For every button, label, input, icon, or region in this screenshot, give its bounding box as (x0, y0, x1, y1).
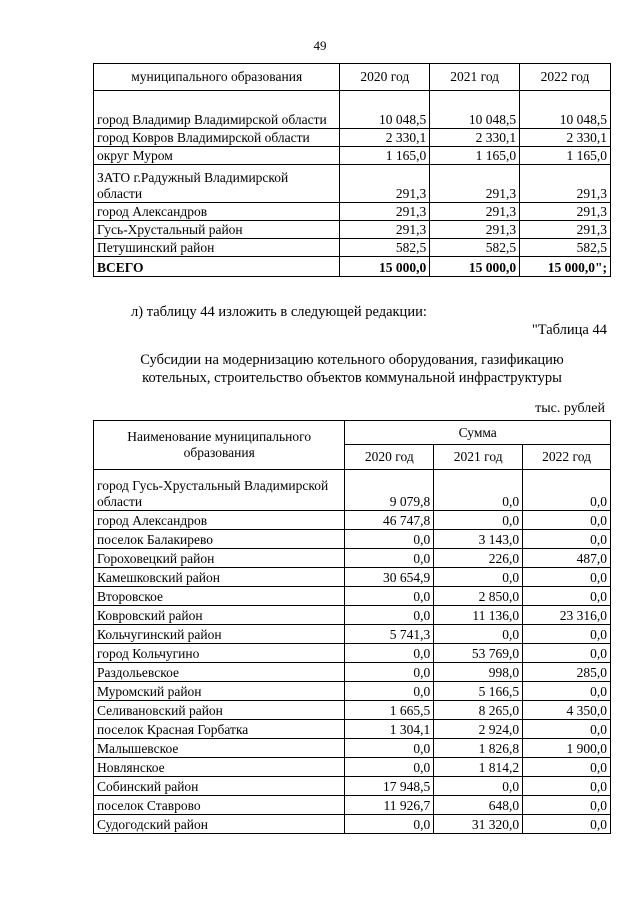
value-2022-cell: 0,0 (523, 530, 611, 549)
table-row (94, 147, 611, 165)
municipality-cell: Гусь-Хрустальный район (94, 221, 340, 239)
table-row (94, 530, 611, 549)
municipality-cell: Камешковский район (94, 568, 345, 587)
value-2020-cell: 0,0 (345, 815, 434, 834)
value-2021-cell: 0,0 (434, 568, 523, 587)
municipality-cell: ЗАТО г.Радужный Владимирской области (94, 165, 340, 203)
value-2020-cell: 0,0 (345, 530, 434, 549)
total-row (94, 257, 611, 277)
value-2022-cell: 285,0 (523, 663, 611, 682)
table-row (94, 165, 611, 203)
value-2020-cell: 291,3 (340, 203, 430, 221)
municipality-cell: поселок Балакирево (94, 530, 345, 549)
column-header-municipality: Наименование муниципального образования (94, 421, 345, 470)
column-header-sum: Сумма (345, 421, 611, 445)
value-2020-cell: 1 665,5 (345, 701, 434, 720)
value-2020-cell: 0,0 (345, 758, 434, 777)
value-2022-cell: 291,3 (520, 203, 611, 221)
value-2021-cell: 31 320,0 (434, 815, 523, 834)
value-2022-cell: 23 316,0 (523, 606, 611, 625)
table-row (94, 701, 611, 720)
value-2021-cell: 8 265,0 (434, 701, 523, 720)
table-row (94, 221, 611, 239)
table-label: "Таблица 44 (531, 322, 607, 338)
value-2021-cell: 0,0 (434, 625, 523, 644)
value-2022-cell: 0,0 (523, 470, 611, 511)
boiler-subsidy-table (93, 420, 611, 834)
value-2020-cell: 0,0 (345, 606, 434, 625)
municipality-cell: Собинский район (94, 777, 345, 796)
value-2020-cell: 0,0 (345, 587, 434, 606)
instruction-text: л) таблицу 44 изложить в следующей редакции: (131, 304, 427, 320)
value-2020-cell: 10 048,5 (340, 91, 430, 129)
table-row (94, 739, 611, 758)
municipality-cell: Муромский район (94, 682, 345, 701)
value-2022-cell: 10 048,5 (520, 91, 611, 129)
table-row (94, 129, 611, 147)
table-row (94, 777, 611, 796)
table-row (94, 682, 611, 701)
value-2020-cell: 0,0 (345, 644, 434, 663)
table-row (94, 663, 611, 682)
table-row (94, 606, 611, 625)
value-2021-cell: 0,0 (434, 511, 523, 530)
column-header-2021: 2021 год (434, 445, 523, 470)
value-2021-cell: 1 814,2 (434, 758, 523, 777)
value-2020-cell: 2 330,1 (340, 129, 430, 147)
table-header-row (94, 421, 611, 445)
value-2021-cell: 1 826,8 (434, 739, 523, 758)
table-row (94, 239, 611, 257)
municipality-cell: Раздольевское (94, 663, 345, 682)
value-2022-cell: 291,3 (520, 165, 611, 203)
value-2022-cell: 0,0 (523, 587, 611, 606)
value-2020-cell: 0,0 (345, 663, 434, 682)
value-2021-cell: 2 924,0 (434, 720, 523, 739)
municipality-cell: Селивановский район (94, 701, 345, 720)
value-2020-cell: 30 654,9 (345, 568, 434, 587)
column-header-municipality: муниципального образования (94, 64, 340, 91)
table-row (94, 796, 611, 815)
value-2020-cell: 0,0 (345, 549, 434, 568)
value-2022-cell: 0,0 (523, 568, 611, 587)
value-2020-cell: 0,0 (345, 739, 434, 758)
municipality-cell: город Александров (94, 511, 345, 530)
column-header-2020: 2020 год (345, 445, 434, 470)
units-label: тыс. рублей (535, 401, 605, 416)
value-2021-cell: 11 136,0 (434, 606, 523, 625)
municipality-cell: Новлянское (94, 758, 345, 777)
value-2021-cell: 291,3 (430, 203, 520, 221)
value-2020-cell: 0,0 (345, 682, 434, 701)
value-2020-cell: 17 948,5 (345, 777, 434, 796)
value-2021-cell: 998,0 (434, 663, 523, 682)
table-title-line-2: котельных, строительство объектов коммунальной инфраструктуры (142, 370, 562, 386)
municipality-cell: поселок Ставрово (94, 796, 345, 815)
column-header-2021: 2021 год (430, 64, 520, 91)
value-2020-cell: 291,3 (340, 221, 430, 239)
value-2021-cell: 582,5 (430, 239, 520, 257)
municipality-cell: Судогодский район (94, 815, 345, 834)
table-row (94, 644, 611, 663)
value-2022-cell: 0,0 (523, 758, 611, 777)
total-label-cell: ВСЕГО (94, 257, 340, 277)
municipality-cell: Петушинский район (94, 239, 340, 257)
municipality-cell: Малышевское (94, 739, 345, 758)
table-header-row (94, 64, 611, 91)
municipality-cell: Ковровский район (94, 606, 345, 625)
value-2021-cell: 1 165,0 (430, 147, 520, 165)
value-2022-cell: 487,0 (523, 549, 611, 568)
table-row (94, 587, 611, 606)
value-2021-cell: 0,0 (434, 777, 523, 796)
value-2021-cell: 5 166,5 (434, 682, 523, 701)
municipality-cell: округ Муром (94, 147, 340, 165)
municipality-cell: Гороховецкий район (94, 549, 345, 568)
total-2020-cell: 15 000,0 (340, 257, 430, 277)
value-2022-cell: 291,3 (520, 221, 611, 239)
value-2020-cell: 291,3 (340, 165, 430, 203)
table-row (94, 511, 611, 530)
value-2020-cell: 9 079,8 (345, 470, 434, 511)
value-2022-cell: 4 350,0 (523, 701, 611, 720)
value-2021-cell: 0,0 (434, 470, 523, 511)
value-2022-cell: 0,0 (523, 796, 611, 815)
value-2020-cell: 11 926,7 (345, 796, 434, 815)
municipality-cell: Второвское (94, 587, 345, 606)
table-row (94, 568, 611, 587)
value-2022-cell: 0,0 (523, 625, 611, 644)
subsidy-table-continued (93, 63, 611, 277)
value-2021-cell: 3 143,0 (434, 530, 523, 549)
total-2021-cell: 15 000,0 (430, 257, 520, 277)
value-2022-cell: 0,0 (523, 720, 611, 739)
value-2022-cell: 0,0 (523, 777, 611, 796)
table-row (94, 625, 611, 644)
value-2021-cell: 10 048,5 (430, 91, 520, 129)
value-2022-cell: 0,0 (523, 682, 611, 701)
value-2022-cell: 0,0 (523, 511, 611, 530)
value-2021-cell: 648,0 (434, 796, 523, 815)
page-number: 49 (313, 38, 327, 53)
column-header-2022: 2022 год (523, 445, 611, 470)
value-2021-cell: 2 850,0 (434, 587, 523, 606)
value-2021-cell: 2 330,1 (430, 129, 520, 147)
value-2022-cell: 1 900,0 (523, 739, 611, 758)
value-2020-cell: 46 747,8 (345, 511, 434, 530)
table-row (94, 549, 611, 568)
table-row (94, 815, 611, 834)
table-title-line-1: Субсидии на модернизацию котельного оборудования, газификацию (140, 352, 564, 368)
value-2020-cell: 582,5 (340, 239, 430, 257)
value-2021-cell: 291,3 (430, 165, 520, 203)
value-2020-cell: 5 741,3 (345, 625, 434, 644)
table-row (94, 203, 611, 221)
value-2022-cell: 1 165,0 (520, 147, 611, 165)
municipality-cell: поселок Красная Горбатка (94, 720, 345, 739)
table-row (94, 720, 611, 739)
total-2022-cell: 15 000,0"; (520, 257, 611, 277)
municipality-cell: город Гусь-Хрустальный Владимирской области (94, 470, 345, 511)
municipality-cell: город Ковров Владимирской области (94, 129, 340, 147)
municipality-cell: город Кольчугино (94, 644, 345, 663)
column-header-2022: 2022 год (520, 64, 611, 91)
value-2022-cell: 582,5 (520, 239, 611, 257)
value-2021-cell: 226,0 (434, 549, 523, 568)
table-row (94, 758, 611, 777)
value-2020-cell: 1 165,0 (340, 147, 430, 165)
table-row (94, 91, 611, 129)
value-2020-cell: 1 304,1 (345, 720, 434, 739)
value-2022-cell: 0,0 (523, 644, 611, 663)
table-row (94, 470, 611, 511)
value-2022-cell: 0,0 (523, 815, 611, 834)
municipality-cell: город Владимир Владимирской области (94, 91, 340, 129)
value-2022-cell: 2 330,1 (520, 129, 611, 147)
municipality-cell: Кольчугинский район (94, 625, 345, 644)
value-2021-cell: 291,3 (430, 221, 520, 239)
column-header-2020: 2020 год (340, 64, 430, 91)
municipality-cell: город Александров (94, 203, 340, 221)
value-2021-cell: 53 769,0 (434, 644, 523, 663)
